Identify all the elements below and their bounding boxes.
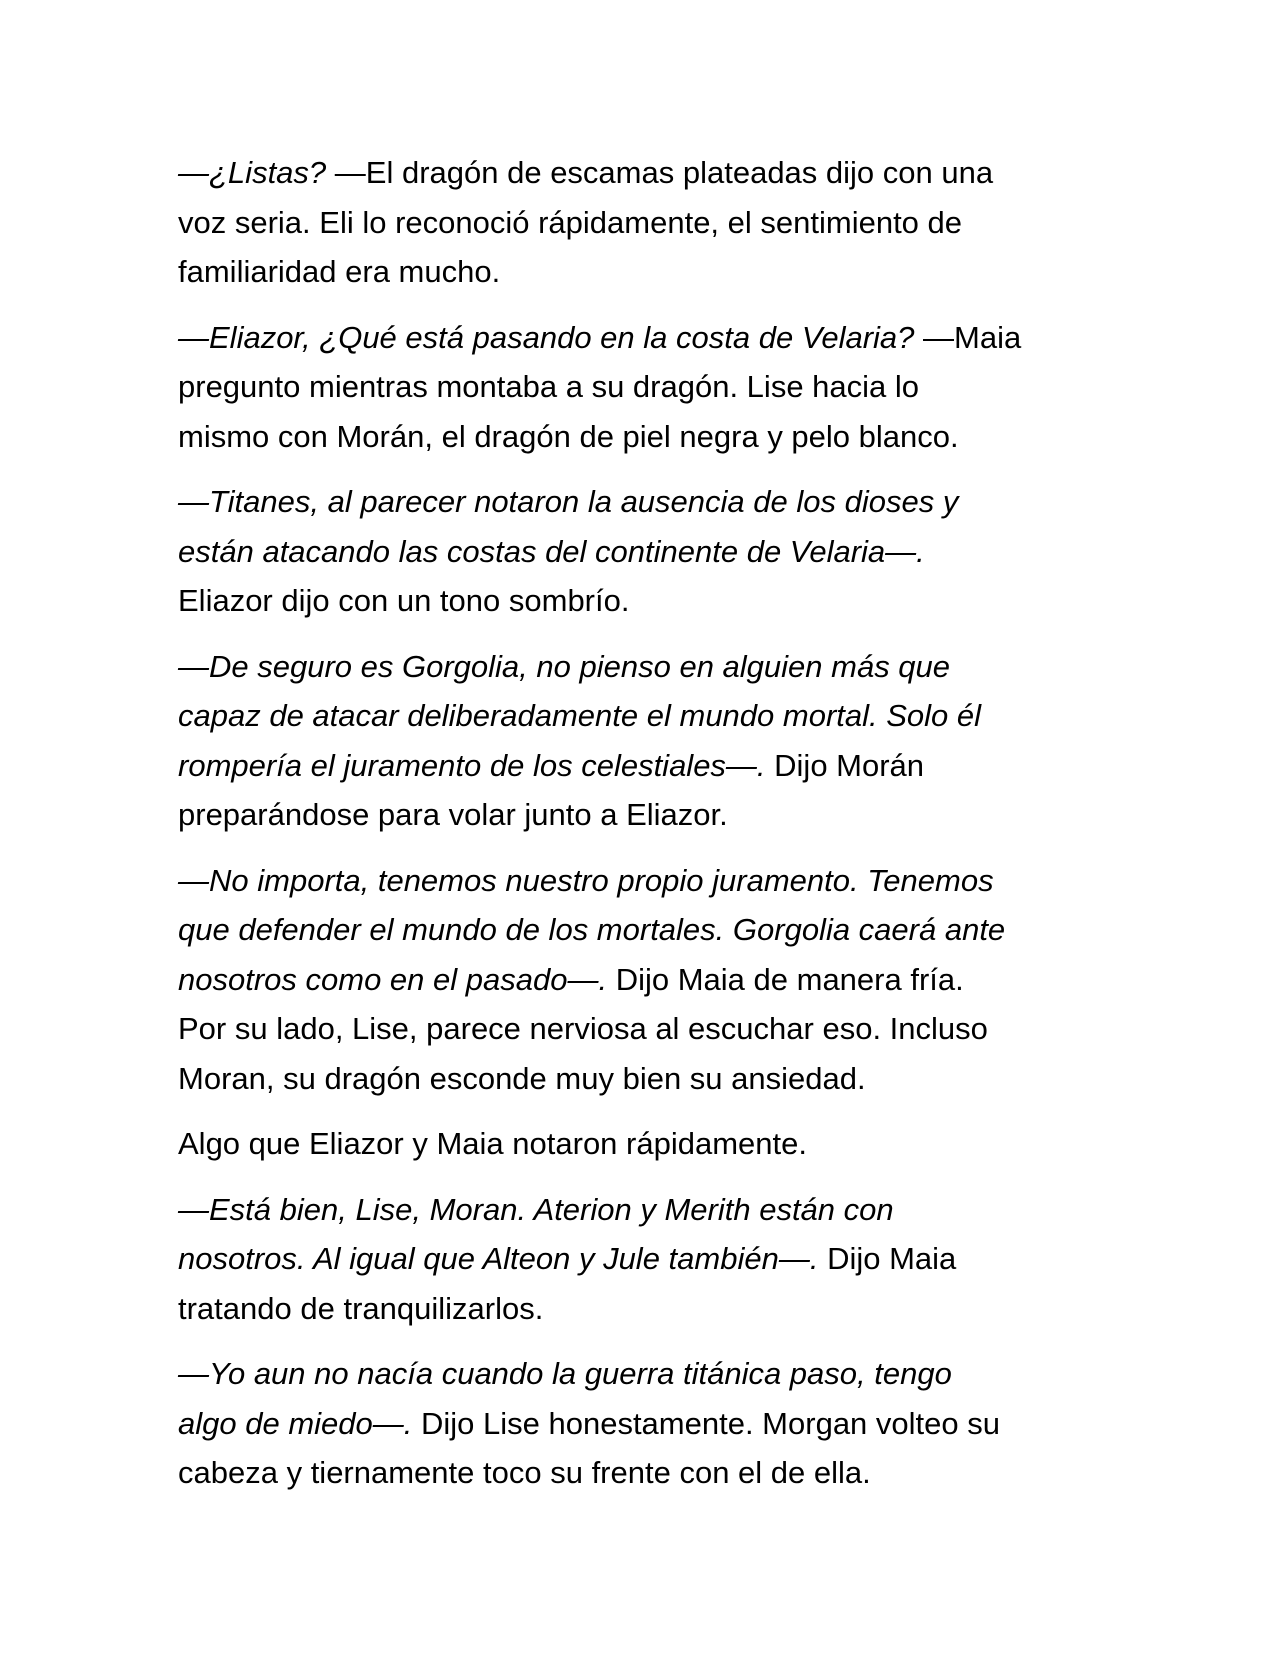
document-body [178, 148, 1118, 1514]
paragraph-dialogue: —Yo aun no nacía cuando la guerra titánica paso, tengo algo de miedo—. [178, 1356, 952, 1441]
paragraph [178, 313, 1118, 462]
paragraph [178, 1119, 1118, 1169]
paragraph-narration: Eliazor dijo con un tono sombrío. [178, 583, 630, 618]
paragraph-dialogue: —Eliazor, ¿Qué está pasando en la costa de Velaria? [178, 319, 915, 355]
paragraph-narration: Dijo Maia tratando de tranquilizarlos. [178, 1241, 957, 1326]
paragraph-narration: Algo que Eliazor y Maia notaron rápidamente. [178, 1126, 807, 1161]
paragraph-narration: Dijo Maia de manera fría. Por su lado, Lise, parece nerviosa al escuchar eso. Incluso Moran, su dragón esconde muy bien su ansiedad. [178, 961, 988, 1096]
paragraph-narration: —Maia pregunto mientras montaba a su dragón. Lise hacia lo mismo con Morán, el dragón de piel negra y pelo blanco. [178, 319, 1022, 454]
paragraph [178, 856, 1118, 1104]
paragraph-dialogue: —No importa, tenemos nuestro propio juramento. Tenemos que defender el mundo de los mortales. Gorgolia caerá ante nosotros como en el pasado—. [178, 862, 1006, 997]
paragraph [178, 1349, 1118, 1498]
paragraph [178, 642, 1118, 840]
paragraph-narration: Dijo Morán preparándose para volar junto a Eliazor. [178, 747, 925, 832]
paragraph [178, 148, 1118, 297]
paragraph-narration: —El dragón de escamas plateadas dijo con una voz seria. Eli lo reconoció rápidamente, el sentimiento de familiaridad era mucho. [178, 155, 994, 289]
paragraph-dialogue: —¿Listas? [178, 155, 327, 190]
paragraph [178, 477, 1118, 626]
paragraph-dialogue: —Está bien, Lise, Moran. Aterion y Merith están con nosotros. Al igual que Alteon y Jule también—. [178, 1191, 894, 1276]
paragraph [178, 1185, 1118, 1334]
paragraph-dialogue: —Titanes, al parecer notaron la ausencia de los dioses y están atacando las costas del continente de Velaria—. [178, 484, 959, 569]
paragraph-dialogue: —De seguro es Gorgolia, no pienso en alguien más que capaz de atacar deliberadamente el mundo mortal. Solo él rompería el juramento de los celestiales—. [178, 648, 982, 783]
paragraph-narration: Dijo Lise honestamente. Morgan volteo su cabeza y tiernamente toco su frente con el de ella. [178, 1405, 1000, 1490]
